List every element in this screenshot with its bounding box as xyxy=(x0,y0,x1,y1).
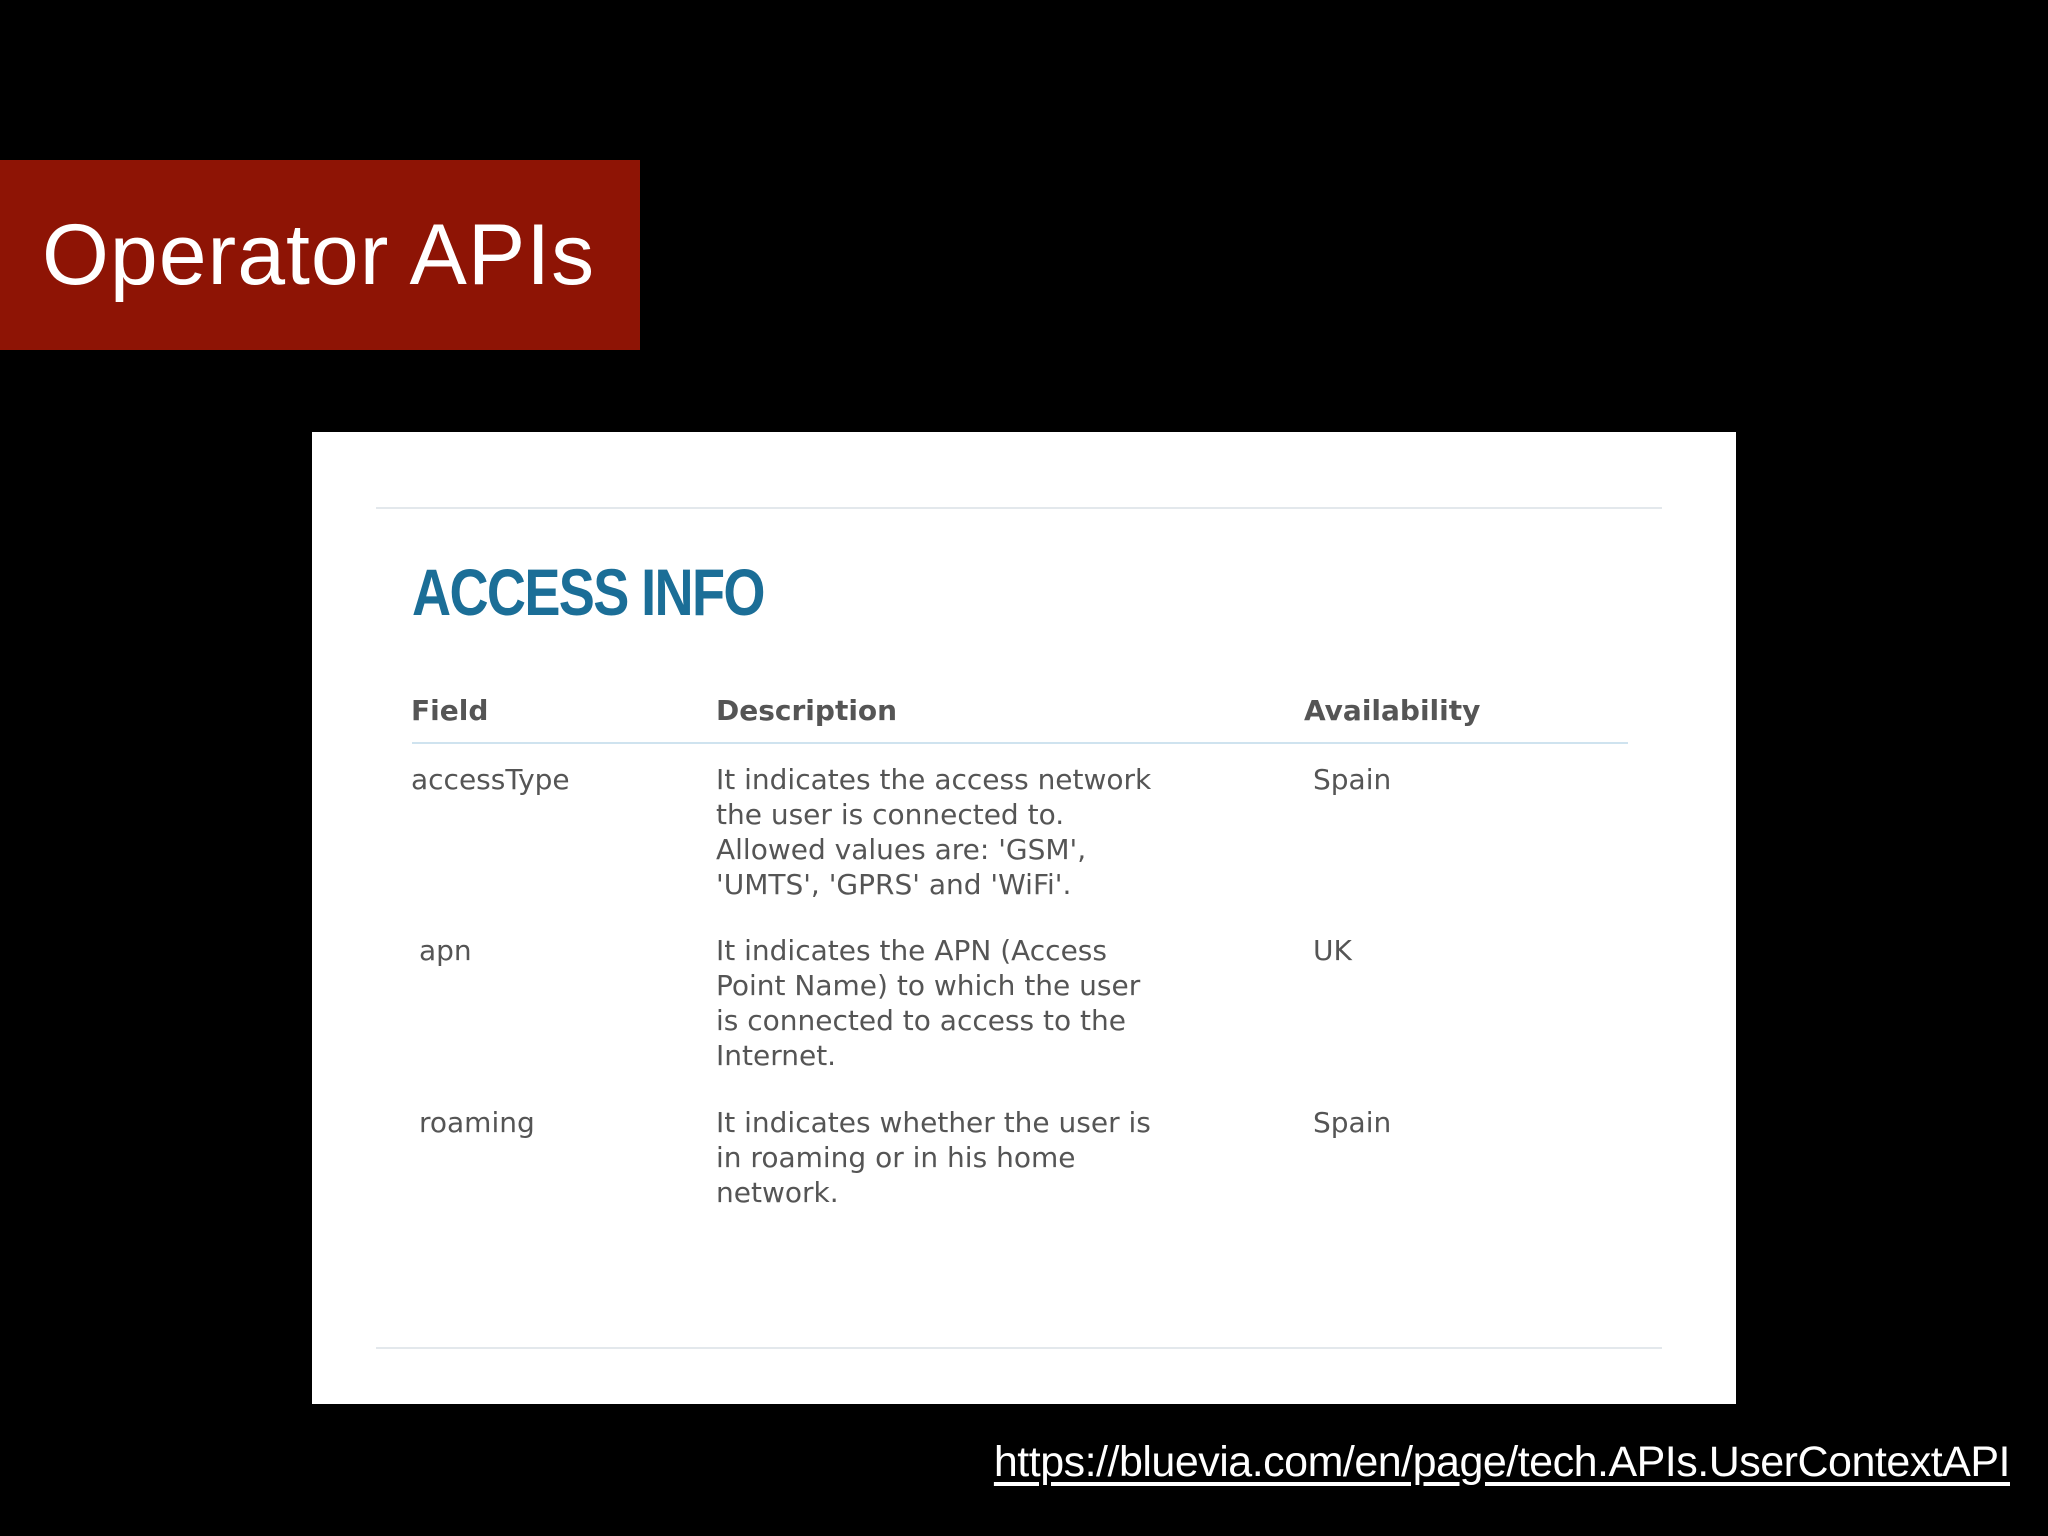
description-line: network. xyxy=(716,1176,839,1209)
section-heading: ACCESS INFO xyxy=(412,555,764,629)
table-cell-availability: Spain xyxy=(1313,1106,1392,1139)
description-line: Allowed values are: 'GSM', xyxy=(716,833,1087,866)
description-line: It indicates whether the user is xyxy=(716,1106,1151,1139)
description-line: is connected to access to the xyxy=(716,1004,1127,1037)
source-url-link[interactable]: https://bluevia.com/en/page/tech.APIs.UserContextAPI xyxy=(993,1438,2010,1486)
table-cell-field: apn xyxy=(419,934,472,967)
column-header-field: Field xyxy=(411,694,489,727)
header-divider xyxy=(412,742,1628,744)
table-cell-field: roaming xyxy=(419,1106,535,1139)
top-divider xyxy=(376,507,1662,509)
description-line: It indicates the access network xyxy=(716,763,1152,796)
column-header-description: Description xyxy=(716,694,898,727)
description-line: Internet. xyxy=(716,1039,837,1072)
table-cell-description xyxy=(716,933,1140,1073)
table-cell-availability: UK xyxy=(1313,934,1352,967)
table-cell-field: accessType xyxy=(411,763,570,796)
slide-title: Operator APIs xyxy=(42,206,596,303)
title-banner xyxy=(0,160,640,350)
table-cell-description xyxy=(716,762,1151,902)
table-cell-availability: Spain xyxy=(1313,763,1392,796)
description-line: Point Name) to which the user xyxy=(716,969,1141,1002)
description-line: the user is connected to. xyxy=(716,798,1065,831)
bottom-divider xyxy=(376,1347,1662,1349)
column-header-availability: Availability xyxy=(1304,694,1481,727)
table-cell-description xyxy=(716,1105,1151,1210)
description-line: It indicates the APN (Access xyxy=(716,934,1107,967)
description-line: in roaming or in his home xyxy=(716,1141,1076,1174)
screenshot-panel xyxy=(312,432,1736,1404)
description-line: 'UMTS', 'GPRS' and 'WiFi'. xyxy=(716,868,1072,901)
